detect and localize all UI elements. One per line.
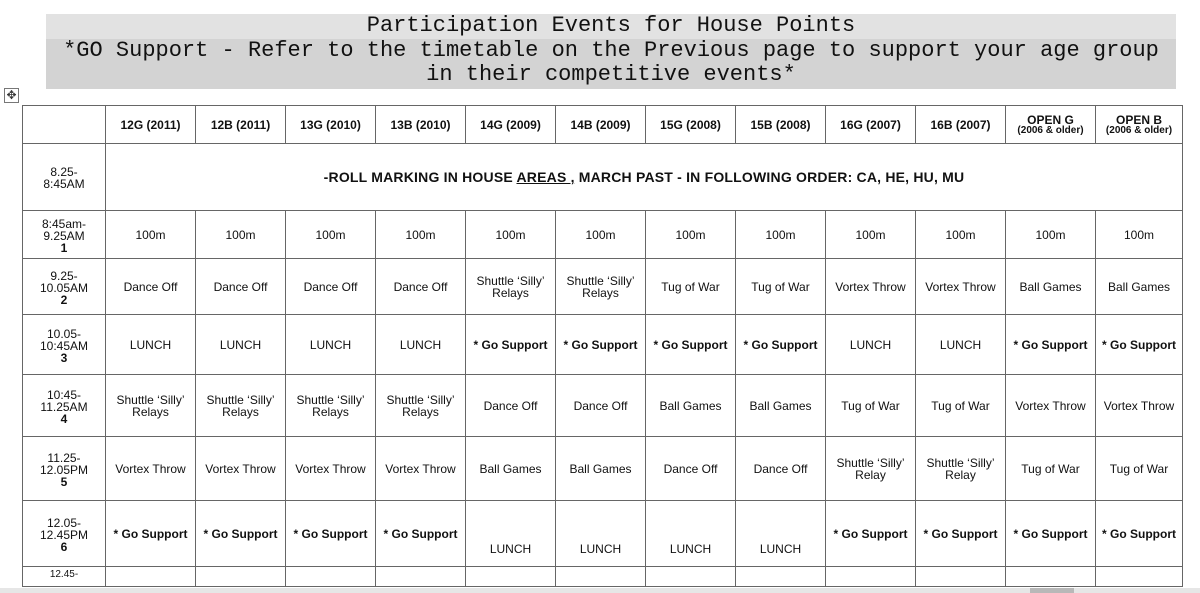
time-cell: 8:45am- 9.25AM 1 — [23, 211, 106, 259]
event-cell: Vortex Throw — [826, 259, 916, 315]
event-cell: * Go Support — [826, 501, 916, 567]
period-row — [23, 259, 1183, 315]
event-cell: * Go Support — [1096, 501, 1183, 567]
event-cell: * Go Support — [916, 501, 1006, 567]
event-cell: 100m — [376, 211, 466, 259]
event-cell: Ball Games — [1096, 259, 1183, 315]
time-cell: 10:45- 11.25AM 4 — [23, 375, 106, 437]
event-cell: Dance Off — [466, 375, 556, 437]
event-cell: Shuttle ‘Silly’ Relays — [286, 375, 376, 437]
event-cell: Ball Games — [556, 437, 646, 501]
event-cell: Tug of War — [736, 259, 826, 315]
event-cell: LUNCH — [196, 315, 286, 375]
event-cell — [286, 567, 376, 587]
event-cell — [646, 567, 736, 587]
event-cell: Vortex Throw — [1006, 375, 1096, 437]
event-cell: 100m — [286, 211, 376, 259]
event-cell — [1006, 567, 1096, 587]
header-cell: OPEN B (2006 & older) — [1096, 106, 1183, 144]
event-cell: * Go Support — [376, 501, 466, 567]
event-cell: Shuttle ‘Silly’ Relays — [376, 375, 466, 437]
header-cell: 16B (2007) — [916, 106, 1006, 144]
event-cell: 100m — [1006, 211, 1096, 259]
event-cell: LUNCH — [916, 315, 1006, 375]
event-cell: 100m — [646, 211, 736, 259]
event-cell — [466, 567, 556, 587]
event-cell: 100m — [466, 211, 556, 259]
header-cell: 14G (2009) — [466, 106, 556, 144]
header-cell: 14B (2009) — [556, 106, 646, 144]
event-cell: Shuttle ‘Silly’ Relays — [106, 375, 196, 437]
event-cell: Tug of War — [646, 259, 736, 315]
partial-row — [23, 567, 1183, 587]
header-cell: 12B (2011) — [196, 106, 286, 144]
time-cell: 9.25- 10.05AM 2 — [23, 259, 106, 315]
time-cell: 12.05- 12.45PM 6 — [23, 501, 106, 567]
event-cell: Shuttle ‘Silly’ Relays — [466, 259, 556, 315]
event-cell: * Go Support — [556, 315, 646, 375]
go-support-note: *GO Support - Refer to the timetable on the Previous page to support your age group — [63, 37, 1159, 63]
event-cell: LUNCH — [466, 501, 556, 567]
header-cell: 15G (2008) — [646, 106, 736, 144]
event-cell: 100m — [916, 211, 1006, 259]
event-cell: Ball Games — [1006, 259, 1096, 315]
event-cell — [736, 567, 826, 587]
event-cell: Tug of War — [826, 375, 916, 437]
event-cell: Dance Off — [376, 259, 466, 315]
header-row — [23, 106, 1183, 144]
event-cell — [556, 567, 646, 587]
event-cell: LUNCH — [376, 315, 466, 375]
event-cell: LUNCH — [646, 501, 736, 567]
event-cell: LUNCH — [556, 501, 646, 567]
event-cell: Vortex Throw — [286, 437, 376, 501]
period-row — [23, 211, 1183, 259]
event-cell: 100m — [1096, 211, 1183, 259]
event-cell — [376, 567, 466, 587]
event-cell — [106, 567, 196, 587]
event-cell: * Go Support — [286, 501, 376, 567]
event-cell: Vortex Throw — [376, 437, 466, 501]
event-cell: Shuttle ‘Silly’ Relays — [556, 259, 646, 315]
page-title-banner — [46, 14, 1176, 89]
event-cell: * Go Support — [1006, 315, 1096, 375]
event-cell — [826, 567, 916, 587]
event-cell — [196, 567, 286, 587]
header-cell: 13B (2010) — [376, 106, 466, 144]
period-row — [23, 375, 1183, 437]
event-cell: Dance Off — [286, 259, 376, 315]
event-cell: Dance Off — [196, 259, 286, 315]
event-cell: Tug of War — [916, 375, 1006, 437]
event-cell: * Go Support — [106, 501, 196, 567]
header-cell: 16G (2007) — [826, 106, 916, 144]
page-title: Participation Events for House Points — [46, 14, 1176, 39]
event-cell: * Go Support — [646, 315, 736, 375]
move-anchor-icon[interactable]: ✥ — [4, 88, 19, 103]
event-cell: Ball Games — [646, 375, 736, 437]
header-cell: 13G (2010) — [286, 106, 376, 144]
roll-marking-cell: -ROLL MARKING IN HOUSE AREAS , MARCH PAST - IN FOLLOWING ORDER: CA, HE, HU, MU — [106, 144, 1183, 211]
event-cell: * Go Support — [736, 315, 826, 375]
event-cell: * Go Support — [1096, 315, 1183, 375]
event-cell: 100m — [556, 211, 646, 259]
event-cell: * Go Support — [1006, 501, 1096, 567]
event-cell: Ball Games — [736, 375, 826, 437]
event-cell: * Go Support — [196, 501, 286, 567]
header-cell: 12G (2011) — [106, 106, 196, 144]
event-cell: Dance Off — [646, 437, 736, 501]
event-cell: Ball Games — [466, 437, 556, 501]
time-cell: 12.45- — [23, 567, 106, 587]
event-cell: LUNCH — [736, 501, 826, 567]
header-cell: 15B (2008) — [736, 106, 826, 144]
event-cell: Tug of War — [1096, 437, 1183, 501]
event-cell: LUNCH — [286, 315, 376, 375]
event-cell: Shuttle ‘Silly’ Relay — [826, 437, 916, 501]
time-cell: 10.05- 10:45AM 3 — [23, 315, 106, 375]
event-cell: Shuttle ‘Silly’ Relay — [916, 437, 1006, 501]
period-row — [23, 501, 1183, 567]
horizontal-scrollbar[interactable] — [0, 588, 1200, 593]
event-cell: * Go Support — [466, 315, 556, 375]
header-corner-cell — [23, 106, 106, 144]
event-cell: Vortex Throw — [1096, 375, 1183, 437]
roll-marking-row — [23, 144, 1183, 211]
event-cell: Dance Off — [106, 259, 196, 315]
time-cell: 11.25- 12.05PM 5 — [23, 437, 106, 501]
go-support-note-cont: in their competitive events* — [426, 62, 796, 87]
event-cell: Vortex Throw — [106, 437, 196, 501]
event-cell — [1096, 567, 1183, 587]
scrollbar-thumb[interactable] — [1030, 588, 1074, 593]
event-cell: 100m — [196, 211, 286, 259]
period-row — [23, 315, 1183, 375]
event-cell: 100m — [736, 211, 826, 259]
event-cell: 100m — [106, 211, 196, 259]
event-cell: Dance Off — [556, 375, 646, 437]
event-cell: Vortex Throw — [196, 437, 286, 501]
event-cell: Tug of War — [1006, 437, 1096, 501]
time-cell: 8.25- 8:45AM — [23, 144, 106, 211]
schedule-table — [22, 105, 1183, 587]
event-cell: 100m — [826, 211, 916, 259]
event-cell: LUNCH — [106, 315, 196, 375]
event-cell: Dance Off — [736, 437, 826, 501]
event-cell — [916, 567, 1006, 587]
event-cell: Vortex Throw — [916, 259, 1006, 315]
header-cell: OPEN G (2006 & older) — [1006, 106, 1096, 144]
event-cell: Shuttle ‘Silly’ Relays — [196, 375, 286, 437]
period-row — [23, 437, 1183, 501]
event-cell: LUNCH — [826, 315, 916, 375]
